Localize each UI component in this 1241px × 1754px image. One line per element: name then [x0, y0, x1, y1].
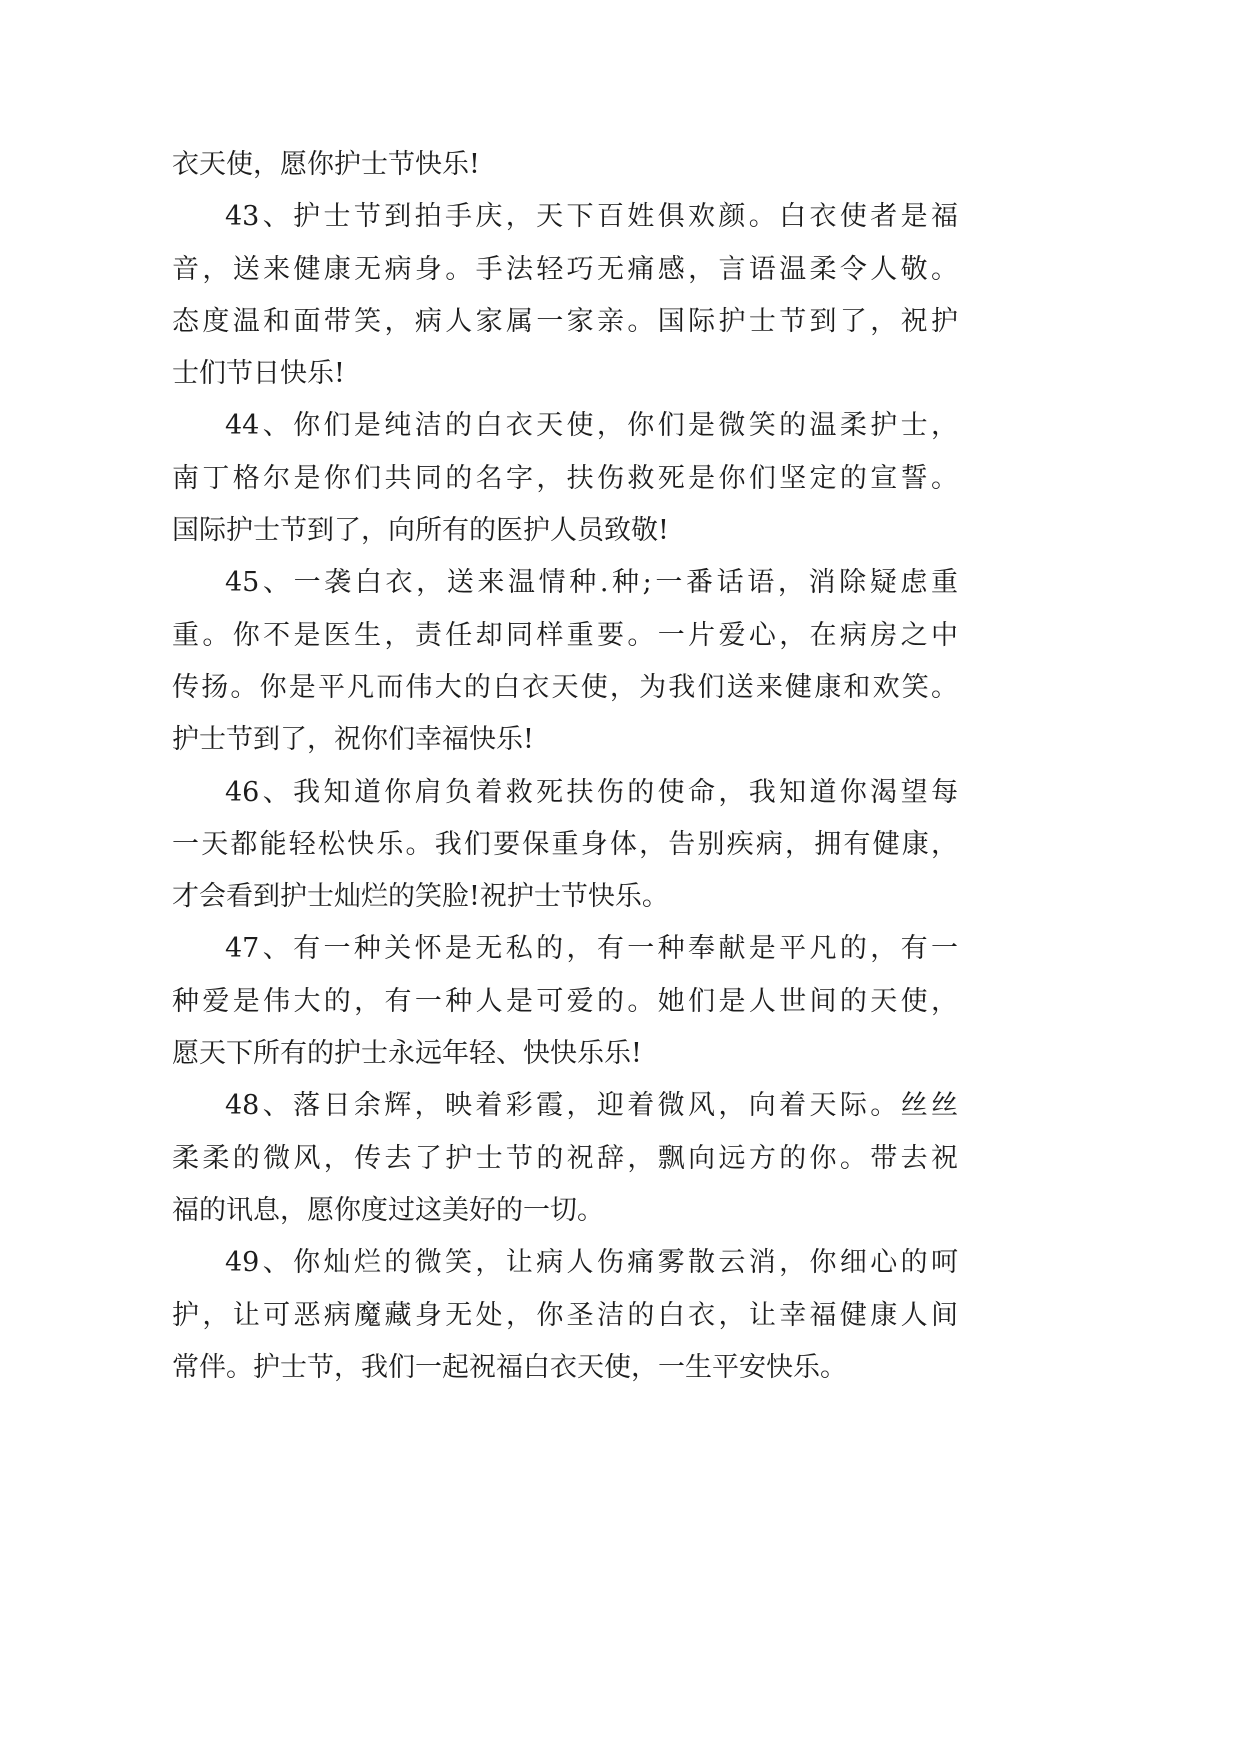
paragraph-line: 49、你灿烂的微笑，让病人伤痛雾散云消，你细心的呵: [225, 1247, 958, 1279]
paragraph-item: [172, 557, 958, 766]
paragraph-item: [172, 923, 958, 1080]
paragraph-item: [172, 1080, 958, 1237]
paragraph-line: 音，送来健康无病身。手法轻巧无痛感，言语温柔令人敬。: [172, 253, 958, 285]
paragraph-line: 愿天下所有的护士永远年轻、快快乐乐!: [172, 1038, 642, 1070]
paragraph-line: 才会看到护士灿烂的笑脸!祝护士节快乐。: [172, 881, 669, 913]
paragraph-line: 46、我知道你肩负着救死扶伤的使命，我知道你渴望每: [225, 776, 958, 808]
paragraph-line: 护，让可恶病魔藏身无处，你圣洁的白衣，让幸福健康人间: [172, 1299, 958, 1331]
paragraph-line: 国际护士节到了，向所有的医护人员致敬!: [172, 515, 669, 547]
paragraph-item: [172, 1237, 958, 1394]
paragraph-item: [172, 400, 958, 557]
paragraph-line: 态度温和面带笑，病人家属一家亲。国际护士节到了，祝护: [172, 305, 958, 337]
paragraph-line: 44、你们是纯洁的白衣天使，你们是微笑的温柔护士，: [225, 410, 958, 442]
paragraph-line: 47、有一种关怀是无私的，有一种奉献是平凡的，有一: [225, 933, 958, 965]
paragraph-line: 种爱是伟大的，有一种人是可爱的。她们是人世间的天使，: [172, 985, 958, 1017]
paragraph-line: 衣天使，愿你护士节快乐!: [172, 149, 480, 180]
paragraph-line: 重。你不是医生，责任却同样重要。一片爱心，在病房之中: [172, 619, 958, 651]
paragraph-line: 43、护士节到拍手庆，天下百姓俱欢颜。白衣使者是福: [225, 201, 958, 233]
paragraph-item: [172, 191, 958, 400]
paragraph-line: 传扬。你是平凡而伟大的白衣天使，为我们送来健康和欢笑。: [172, 671, 958, 703]
paragraph-line: 45、一袭白衣，送来温情种.种;一番话语，消除疑虑重: [225, 567, 958, 599]
paragraph-line: 士们节日快乐!: [172, 358, 345, 390]
document-body: [172, 139, 958, 1394]
paragraph-continuation: [172, 139, 958, 191]
paragraph-line: 南丁格尔是你们共同的名字，扶伤救死是你们坚定的宣誓。: [172, 462, 958, 494]
paragraph-line: 一天都能轻松快乐。我们要保重身体，告别疾病，拥有健康，: [172, 828, 958, 860]
paragraph-item: [172, 767, 958, 924]
paragraph-line: 48、落日余辉，映着彩霞，迎着微风，向着天际。丝丝: [225, 1090, 958, 1122]
paragraph-line: 护士节到了，祝你们幸福快乐!: [172, 724, 534, 756]
paragraph-line: 常伴。护士节，我们一起祝福白衣天使，一生平安快乐。: [172, 1351, 847, 1383]
paragraph-line: 柔柔的微风，传去了护士节的祝辞，飘向远方的你。带去祝: [172, 1142, 958, 1174]
paragraph-line: 福的讯息，愿你度过这美好的一切。: [172, 1194, 604, 1226]
